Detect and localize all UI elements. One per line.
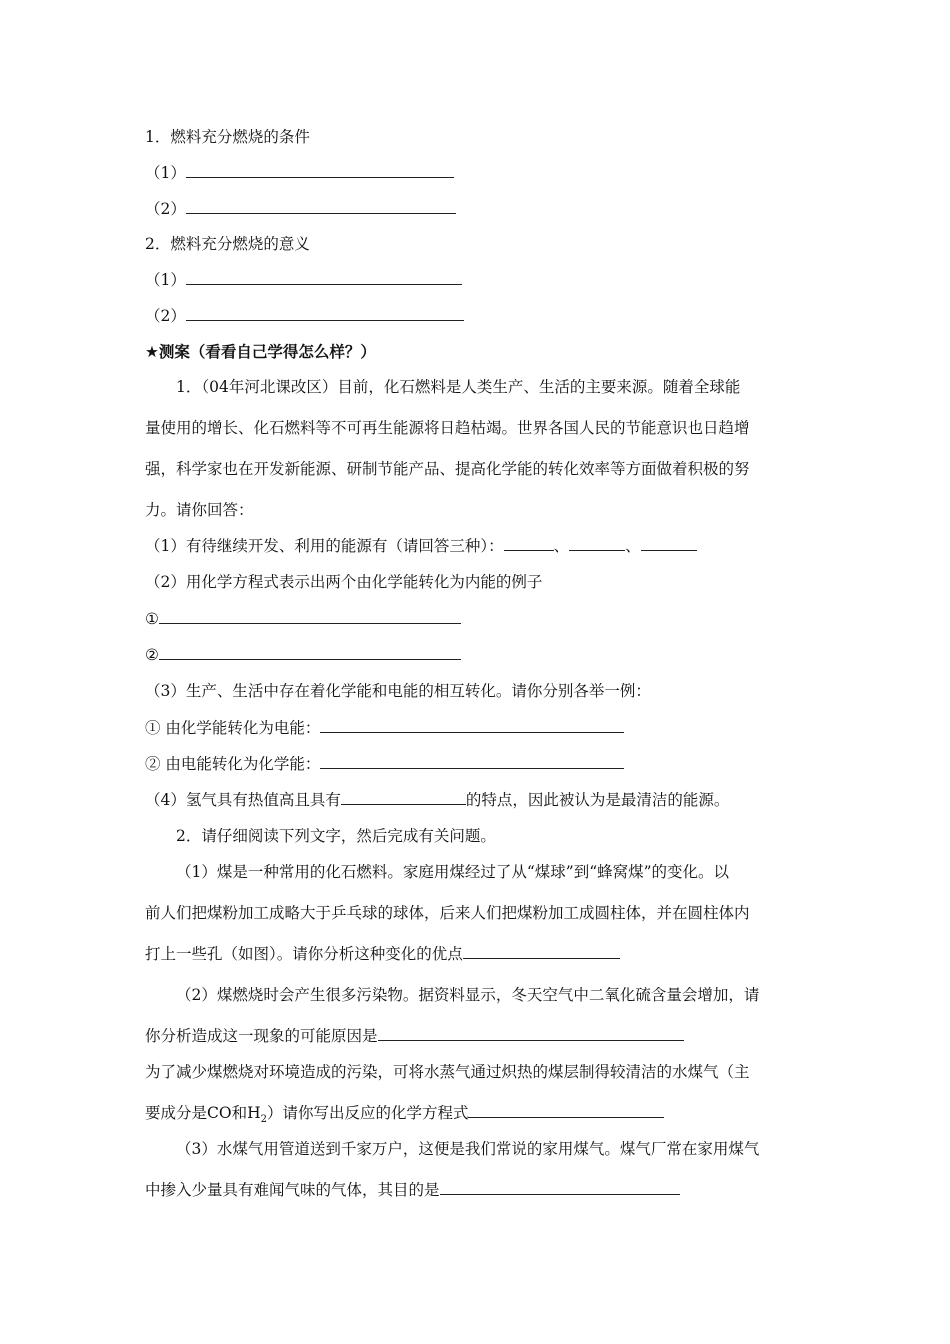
answer-blank[interactable] [440,1180,680,1195]
q2-part2-text: 你分析造成这一现象的可能原因是 [145,1027,378,1045]
answer-blank[interactable] [341,790,466,805]
q1-part3-a-text: ① 由化学能转化为电能： [145,719,321,737]
q2-part2-line: （2）煤燃烧时会产生很多污染物。据资料显示，冬天空气中二氧化硫含量会增加，请 [176,986,760,1004]
q2-part2-extra-post: ）请你写出反应的化学方程式 [266,1104,469,1122]
q1-line: 1．（04年河北课改区）目前，化石燃料是人类生产、生活的主要来源。随着全球能 [176,378,741,396]
q1-part2-item-1 [145,609,461,629]
q1-line: 量使用的增长、化石燃料等不可再生能源将日趋枯竭。世界各国人民的节能意识也日趋增 [145,419,750,437]
q2-part2-extra-line-2 [145,1103,664,1130]
q1-line: 力。请你回答： [145,501,254,519]
q2-part2-extra-pre: 要成分是CO和H [145,1104,261,1122]
answer-blank[interactable] [159,609,461,624]
q1-line: 强，科学家也在开发新能源、研制节能产品、提高化学能的转化效率等方面做着积极的努 [145,460,750,478]
answer-blank[interactable] [159,645,461,660]
q1-part2: （2）用化学方程式表示出两个由化学能转化为内能的例子 [145,573,543,591]
q2-part1-line-3 [145,944,620,964]
item-label: （1） [145,271,186,289]
q1-part3-b-text: ② 由电能转化为化学能： [145,755,321,773]
q1-part3-b [145,754,624,774]
answer-blank[interactable] [320,754,624,769]
q2-intro: 2．请仔细阅读下列文字，然后完成有关问题。 [176,827,496,845]
q2-part2-line-2 [145,1026,684,1046]
answer-blank[interactable] [378,1026,684,1041]
q1-part1-text: （1）有待继续开发、利用的能源有（请回答三种）： [145,537,504,555]
test-heading: ★测案（看看自己学得怎么样？） [145,343,376,361]
q2-part3-text: 中掺入少量具有难闻气味的气体，其目的是 [145,1181,440,1199]
q1-part4-post: 的特点，因此被认为是最清洁的能源。 [465,791,730,809]
answer-blank[interactable] [569,536,625,551]
answer-blank[interactable] [186,306,464,321]
answer-blank[interactable] [468,1103,664,1118]
separator: 、 [625,537,641,555]
q2-part3-line-2 [145,1180,680,1200]
q1-part4 [145,790,729,810]
q2-part3-line: （3）水煤气用管道送到千家万户，这便是我们常说的家用煤气。煤气厂常在家用煤气 [176,1140,760,1158]
item-label: （1） [145,164,186,182]
q1-part3: （3）生产、生活中存在着化学能和电能的相互转化。请你分别各举一例： [145,682,651,700]
answer-blank[interactable] [320,718,624,733]
section1-item-2 [145,199,456,219]
section1-item-1 [145,163,454,183]
item-label: ② [145,646,159,664]
item-label: （2） [145,307,186,325]
item-label: （2） [145,200,186,218]
section2-title: 2．燃料充分燃烧的意义 [145,235,310,253]
q2-part1-text: 打上一些孔（如图）。请你分析这种变化的优点 [145,945,463,963]
q1-part2-item-2 [145,645,461,665]
item-label: ① [145,610,159,628]
q2-part2-extra-line: 为了减少煤燃烧对环境造成的污染，可将水蒸气通过炽热的煤层制得较清洁的水煤气（主 [145,1063,750,1081]
answer-blank[interactable] [186,270,462,285]
separator: 、 [553,537,570,555]
answer-blank[interactable] [463,944,620,959]
answer-blank[interactable] [186,199,456,214]
section2-item-2 [145,306,464,326]
q1-part1 [145,536,697,556]
answer-blank[interactable] [641,536,697,551]
q1-part3-a [145,718,624,738]
section1-title: 1．燃料充分燃烧的条件 [145,128,310,146]
q1-part4-pre: （4）氢气具有热值高且具有 [145,791,341,809]
answer-blank[interactable] [504,536,554,551]
subscript: 2 [260,1114,267,1126]
q2-part1-line: 前人们把煤粉加工成略大于乒乓球的球体，后来人们把煤粉加工成圆柱体，并在圆柱体内 [145,904,750,922]
section2-item-1 [145,270,462,290]
q2-part1-line: （1）煤是一种常用的化石燃料。家庭用煤经过了从“煤球”到“蜂窝煤”的变化。以 [176,863,730,881]
answer-blank[interactable] [186,163,454,178]
